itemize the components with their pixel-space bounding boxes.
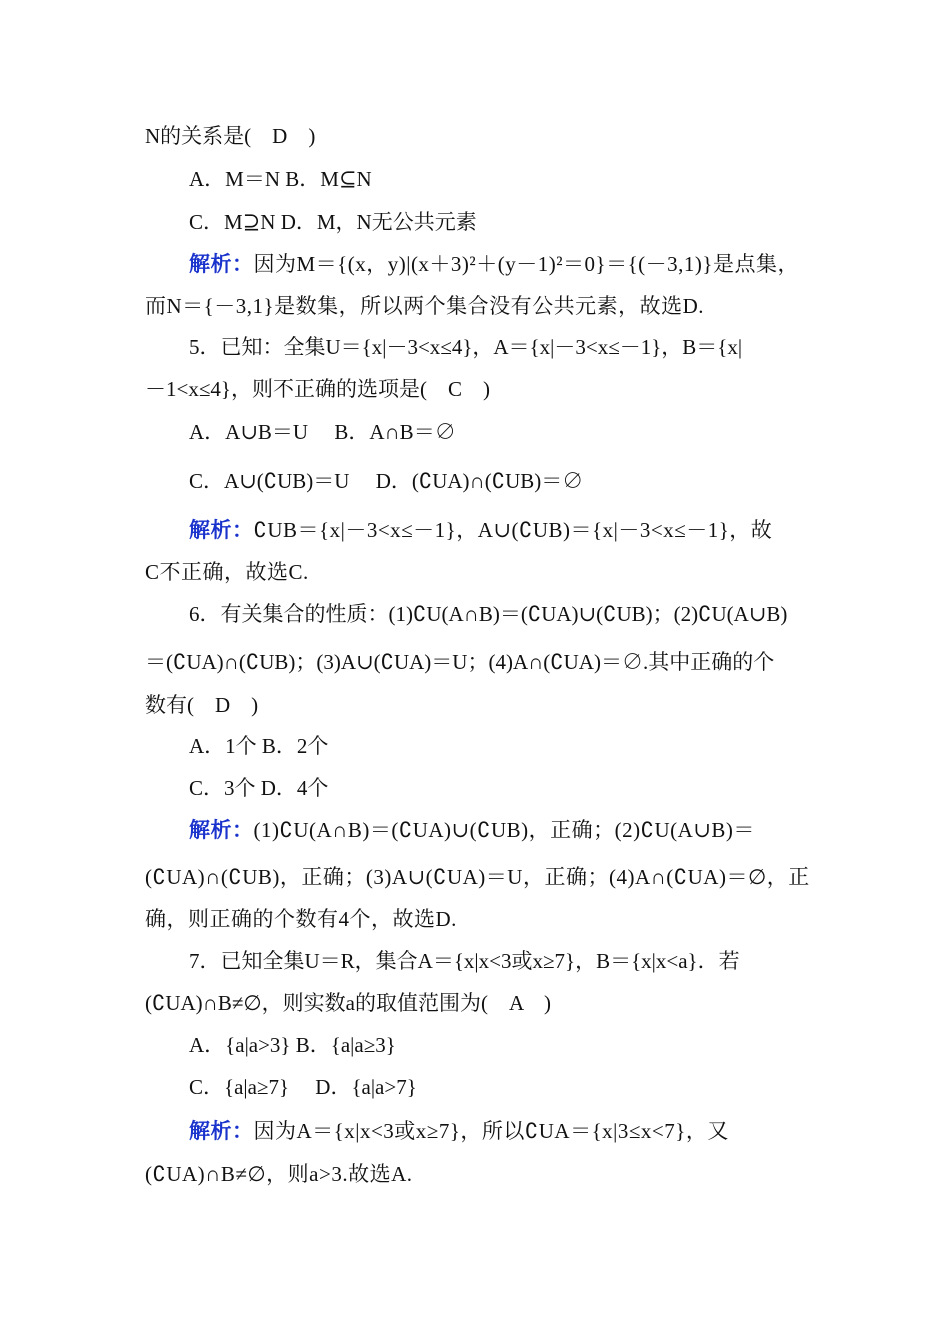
line-text: 因为A＝{x|x<3或x≥7}，所以∁UA＝{x|3≤x<7}，又 [253, 1119, 729, 1143]
solution-label: 解析： [189, 818, 254, 842]
option-line [189, 773, 328, 803]
solution-label: 解析： [189, 518, 254, 542]
line-text: 5．已知：全集U＝{x|－3<x≤4}，A＝{x|－3<x≤－1}，B＝{x| [189, 335, 743, 359]
line-text: －1<x≤4}，则不正确的选项是( C ) [145, 377, 490, 401]
solution-label: 解析： [189, 252, 254, 276]
line-text: 7．已知全集U＝R，集合A＝{x|x<3或x≥7}，B＝{x|x<a}．若 [189, 949, 740, 973]
option-line [189, 1030, 396, 1060]
line-text: (∁UA)∩(∁UB)，正确；(3)A∪(∁UA)＝U，正确；(4)A∩(∁UA)＝∅，正 [145, 865, 810, 889]
question-line [145, 988, 551, 1018]
option-line [189, 164, 372, 194]
question-line [145, 690, 258, 720]
line-text: A．{a|a>3} B．{a|a≥3} [189, 1033, 396, 1057]
line-text: ∁UB＝{x|－3<x≤－1}，A∪(∁UB)＝{x|－3<x≤－1}，故 [253, 518, 773, 542]
solution-line [145, 904, 457, 934]
question-line [189, 599, 787, 629]
line-text: (∁UA)∩B≠∅，则实数a的取值范围为( A ) [145, 991, 551, 1015]
line-text: A．A∪B＝U B．A∩B＝∅ [189, 420, 456, 444]
line-text: A．M＝N B．M⊆N [189, 167, 372, 191]
line-text: 6．有关集合的性质：(1)∁U(A∩B)＝(∁UA)∪(∁UB)；(2)∁U(A∪B) [189, 602, 788, 626]
option-line [189, 417, 456, 447]
text-line [145, 121, 315, 151]
line-text: ＝(∁UA)∩(∁UB)；(3)A∪(∁UA)＝U；(4)A∩(∁UA)＝∅.其中正确的个 [145, 650, 775, 674]
solution-label: 解析： [189, 1119, 254, 1143]
question-line [189, 946, 740, 976]
solution-line [145, 1159, 413, 1189]
line-text: C．{a|a≥7} D．{a|a>7} [189, 1075, 417, 1099]
line-text: 而N＝{－3,1}是数集，所以两个集合没有公共元素，故选D. [145, 294, 704, 318]
solution-line [145, 862, 810, 892]
solution-line [189, 249, 799, 279]
solution-line [145, 557, 309, 587]
question-line [145, 647, 774, 677]
line-text: C．M⊇N D．M，N无公共元素 [189, 210, 477, 234]
option-line [189, 731, 328, 761]
solution-line [189, 815, 755, 845]
line-text: (∁UA)∩B≠∅，则a>3.故选A. [145, 1162, 413, 1186]
option-line [189, 466, 583, 496]
option-line [189, 1072, 417, 1102]
solution-line [189, 515, 772, 545]
line-text: N的关系是( D ) [145, 124, 316, 148]
line-text: C不正确，故选C. [145, 560, 309, 584]
line-text: (1)∁U(A∩B)＝(∁UA)∪(∁UB)，正确；(2)∁U(A∪B)＝ [253, 818, 755, 842]
option-line [189, 207, 477, 237]
line-text: 因为M＝{(x，y)|(x＋3)²＋(y－1)²＝0}＝{(－3,1)}是点集， [253, 252, 799, 276]
question-line [189, 332, 742, 362]
question-line [145, 374, 490, 404]
solution-line [189, 1116, 729, 1146]
line-text: C．A∪(∁UB)＝U D．(∁UA)∩(∁UB)＝∅ [189, 469, 584, 493]
solution-line [145, 291, 704, 321]
line-text: 数有( D ) [145, 693, 259, 717]
line-text: C．3个 D．4个 [189, 776, 329, 800]
line-text: A．1个 B．2个 [189, 734, 329, 758]
line-text: 确，则正确的个数有4个，故选D. [145, 907, 457, 931]
